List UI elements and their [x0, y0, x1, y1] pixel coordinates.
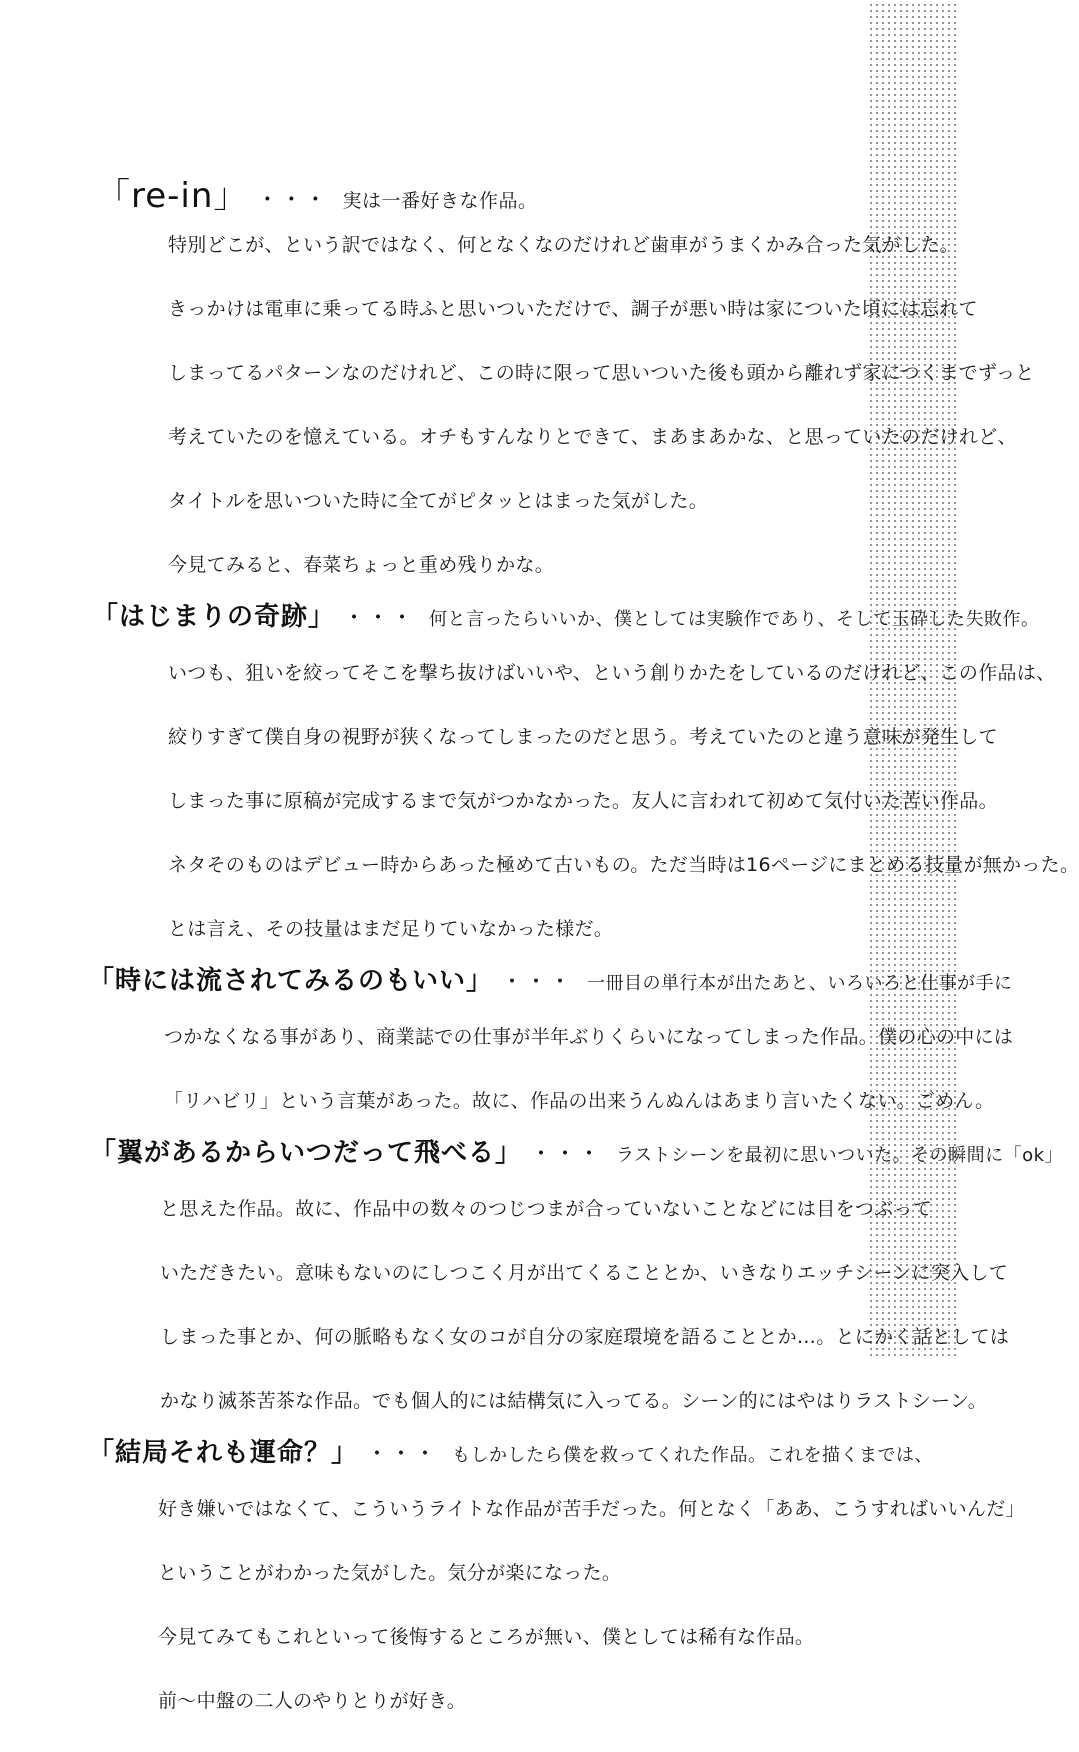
- work-title: 「re-in」: [96, 176, 249, 216]
- comment-line: 好き嫌いではなくて、こういうライトな作品が苦手だった。何となく「ああ、こうすればいいんだ」: [158, 1498, 1025, 1520]
- comment-line: きっかけは電車に乗ってる時ふと思いついただけで、調子が悪い時は家についた頃には忘れて: [168, 298, 978, 320]
- work-title: 「翼があるからいつだって飛べる」: [90, 1138, 523, 1168]
- section-heading: [88, 1132, 1064, 1196]
- comment-line: いつも、狙いを絞ってそこを撃ち抜けばいいや、という創りかたをしているのだけれど、この作品は、: [168, 662, 1056, 684]
- comment-line: 「リハビリ」という言葉があった。故に、作品の出来うんぬんはあまり言いたくない。ごめん。: [164, 1090, 995, 1112]
- section-toki-niwa-nagasarete: [88, 960, 1014, 1132]
- comment-line: しまった事とか、何の脈略もなく女のコが自分の家庭環境を語ることとか…。とにかく話としては: [160, 1326, 1010, 1348]
- ellipsis: ・・・: [530, 1142, 603, 1167]
- comment-line: 今見てみてもこれといって後悔するところが無い、僕としては稀有な作品。: [158, 1626, 815, 1648]
- comment-line: と思えた作品。故に、作品中の数々のつじつまが合っていないことなどには目をつぶって: [160, 1198, 933, 1220]
- section-hajimari-no-kiseki: [88, 596, 1079, 960]
- section-heading: [88, 1432, 934, 1496]
- section-re-in: [88, 168, 1035, 596]
- comment-line: いただきたい。意味もないのにしつこく月が出てくることとか、いきなりエッチシーンに突入して: [160, 1262, 1009, 1284]
- comment-line: 前〜中盤の二人のやりとりが好き。: [158, 1690, 467, 1712]
- work-title: 「結局それも運命？」: [88, 1438, 359, 1468]
- comment-line: しまった事に原稿が完成するまで気がつかなかった。友人に言われて初めて気付いた苦い作品。: [168, 790, 998, 812]
- section-heading: [88, 168, 878, 232]
- comment-line: とは言え、その技量はまだ足りていなかった様だ。: [168, 918, 614, 940]
- ellipsis: ・・・: [501, 970, 574, 995]
- comment-lead: 何と言ったらいいか、僕としては実験作であり、そして玉砕した失敗作。: [429, 609, 1040, 630]
- comment-line: 今見てみると、春菜ちょっと重め残りかな。: [168, 554, 555, 576]
- comment-line: 特別どこが、という訳ではなく、何となくなのだけれど歯車がうまくかみ合った気がした。: [168, 234, 959, 256]
- comment-lead: 一冊目の単行本が出たあと、いろいろと仕事が手に: [587, 973, 1013, 994]
- section-kekkyoku-sore-mo-unmei: [88, 1432, 1025, 1752]
- comment-line: ということがわかった気がした。気分が楽になった。: [158, 1562, 622, 1584]
- comment-line: つかなくなる事があり、商業誌での仕事が半年ぶりくらいになってしまった作品。僕の心の中には: [164, 1026, 1014, 1048]
- work-title: 「はじまりの奇跡」: [92, 602, 336, 632]
- ellipsis: ・・・: [366, 1442, 439, 1467]
- comment-line: かなり滅茶苦茶な作品。でも個人的には結構気に入ってる。シーン的にはやはりラストシーン。: [160, 1390, 988, 1412]
- ellipsis: ・・・: [256, 188, 329, 213]
- section-heading: [88, 960, 1013, 1024]
- comment-line: ネタそのものはデビュー時からあった極めて古いもの。ただ当時は16ページにまとめる技量が無かった。: [168, 854, 1079, 876]
- afterword-text: [88, 168, 1079, 1752]
- comment-lead: もしかしたら僕を救ってくれた作品。これを描くまでは、: [452, 1445, 934, 1466]
- section-tsubasa-ga-aru-kara: [88, 1132, 1064, 1432]
- ellipsis: ・・・: [343, 606, 416, 631]
- section-heading: [88, 596, 1040, 660]
- comment-line: タイトルを思いついた時に全てがピタッとはまった気がした。: [168, 490, 709, 512]
- comment-line: 絞りすぎて僕自身の視野が狭くなってしまったのだと思う。考えていたのと違う意味が発生して: [168, 726, 998, 748]
- work-title: 「時には流されてみるのもいい」: [88, 966, 494, 996]
- comment-line: 考えていたのを憶えている。オチもすんなりとできて、まあまあかな、と思っていたのだけれど、: [168, 426, 1017, 448]
- comment-line: しまってるパターンなのだけれど、この時に限って思いついた後も頭から離れず家につくまでずっと: [168, 362, 1035, 384]
- comment-lead: 実は一番好きな作品。: [342, 190, 538, 212]
- comment-lead: ラストシーンを最初に思いついた。その瞬間に「ok」: [616, 1145, 1064, 1166]
